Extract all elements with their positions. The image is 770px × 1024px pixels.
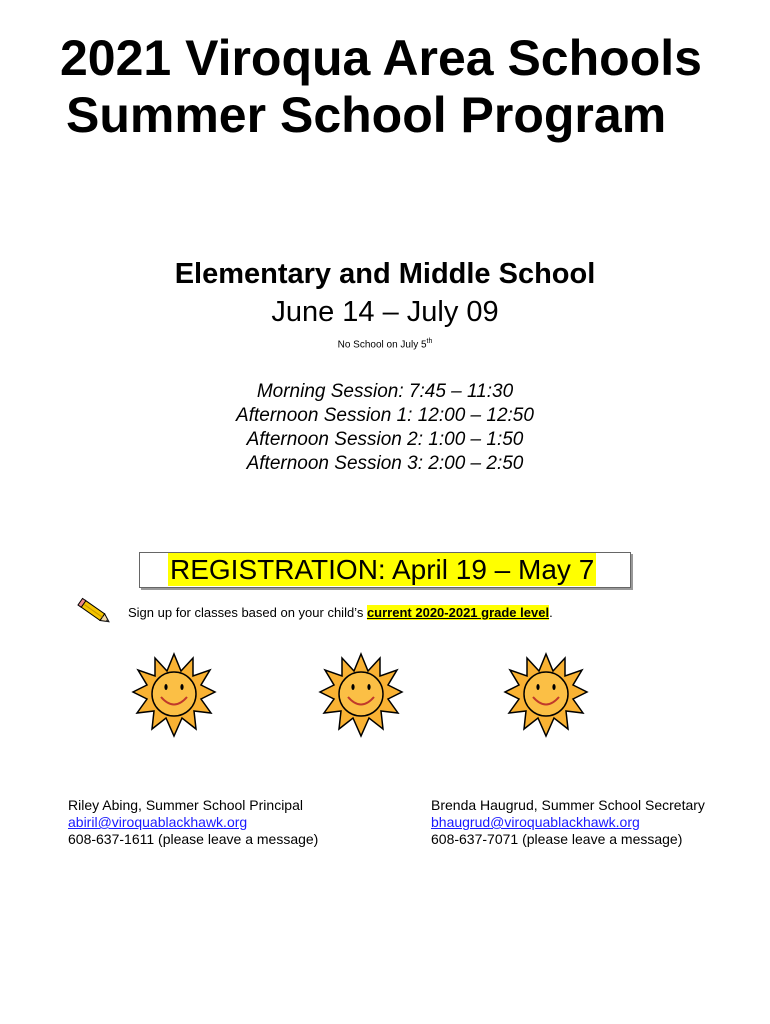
- session-times: [0, 380, 770, 476]
- principal-name: Riley Abing, Summer School Principal: [68, 797, 303, 813]
- title-line-1: 2021 Viroqua Area Schools: [60, 30, 702, 86]
- title-line-2: Summer School Program: [66, 87, 667, 143]
- signup-instruction: [128, 605, 553, 621]
- smiling-sun-icon: [318, 652, 404, 738]
- secretary-phone: 608-637-7071 (please leave a message): [431, 831, 683, 847]
- signup-prefix: Sign up for classes based on your child’s: [128, 605, 367, 620]
- program-dates: June 14 – July 09: [271, 296, 499, 328]
- secretary-name: Brenda Haugrud, Summer School Secretary: [431, 797, 705, 813]
- session-morning: Morning Session: 7:45 – 11:30: [256, 381, 514, 402]
- secretary-contact: [431, 797, 705, 848]
- pencil-icon: [76, 596, 114, 628]
- signup-suffix: .: [549, 605, 553, 620]
- smiling-sun-icon: [503, 652, 589, 738]
- principal-email-link[interactable]: abiril@viroquablackhawk.org: [68, 814, 248, 830]
- no-school-text: No School on July 5: [337, 339, 427, 351]
- grade-level-highlight: current 2020-2021 grade level: [366, 605, 550, 620]
- registration-dates: REGISTRATION: April 19 – May 7: [170, 554, 595, 585]
- principal-contact: [68, 797, 318, 848]
- principal-phone: 608-637-1611 (please leave a message): [68, 831, 319, 847]
- no-school-suffix: th: [426, 338, 433, 345]
- session-afternoon-2: Afternoon Session 2: 1:00 – 1:50: [246, 429, 524, 450]
- smiling-sun-icon: [131, 652, 217, 738]
- secretary-email-link[interactable]: bhaugrud@viroquablackhawk.org: [431, 814, 640, 830]
- program-level: Elementary and Middle School: [174, 258, 596, 290]
- session-afternoon-1: Afternoon Session 1: 12:00 – 12:50: [236, 405, 534, 426]
- session-afternoon-3: Afternoon Session 3: 2:00 – 2:50: [246, 453, 524, 474]
- no-school-note: [0, 336, 770, 351]
